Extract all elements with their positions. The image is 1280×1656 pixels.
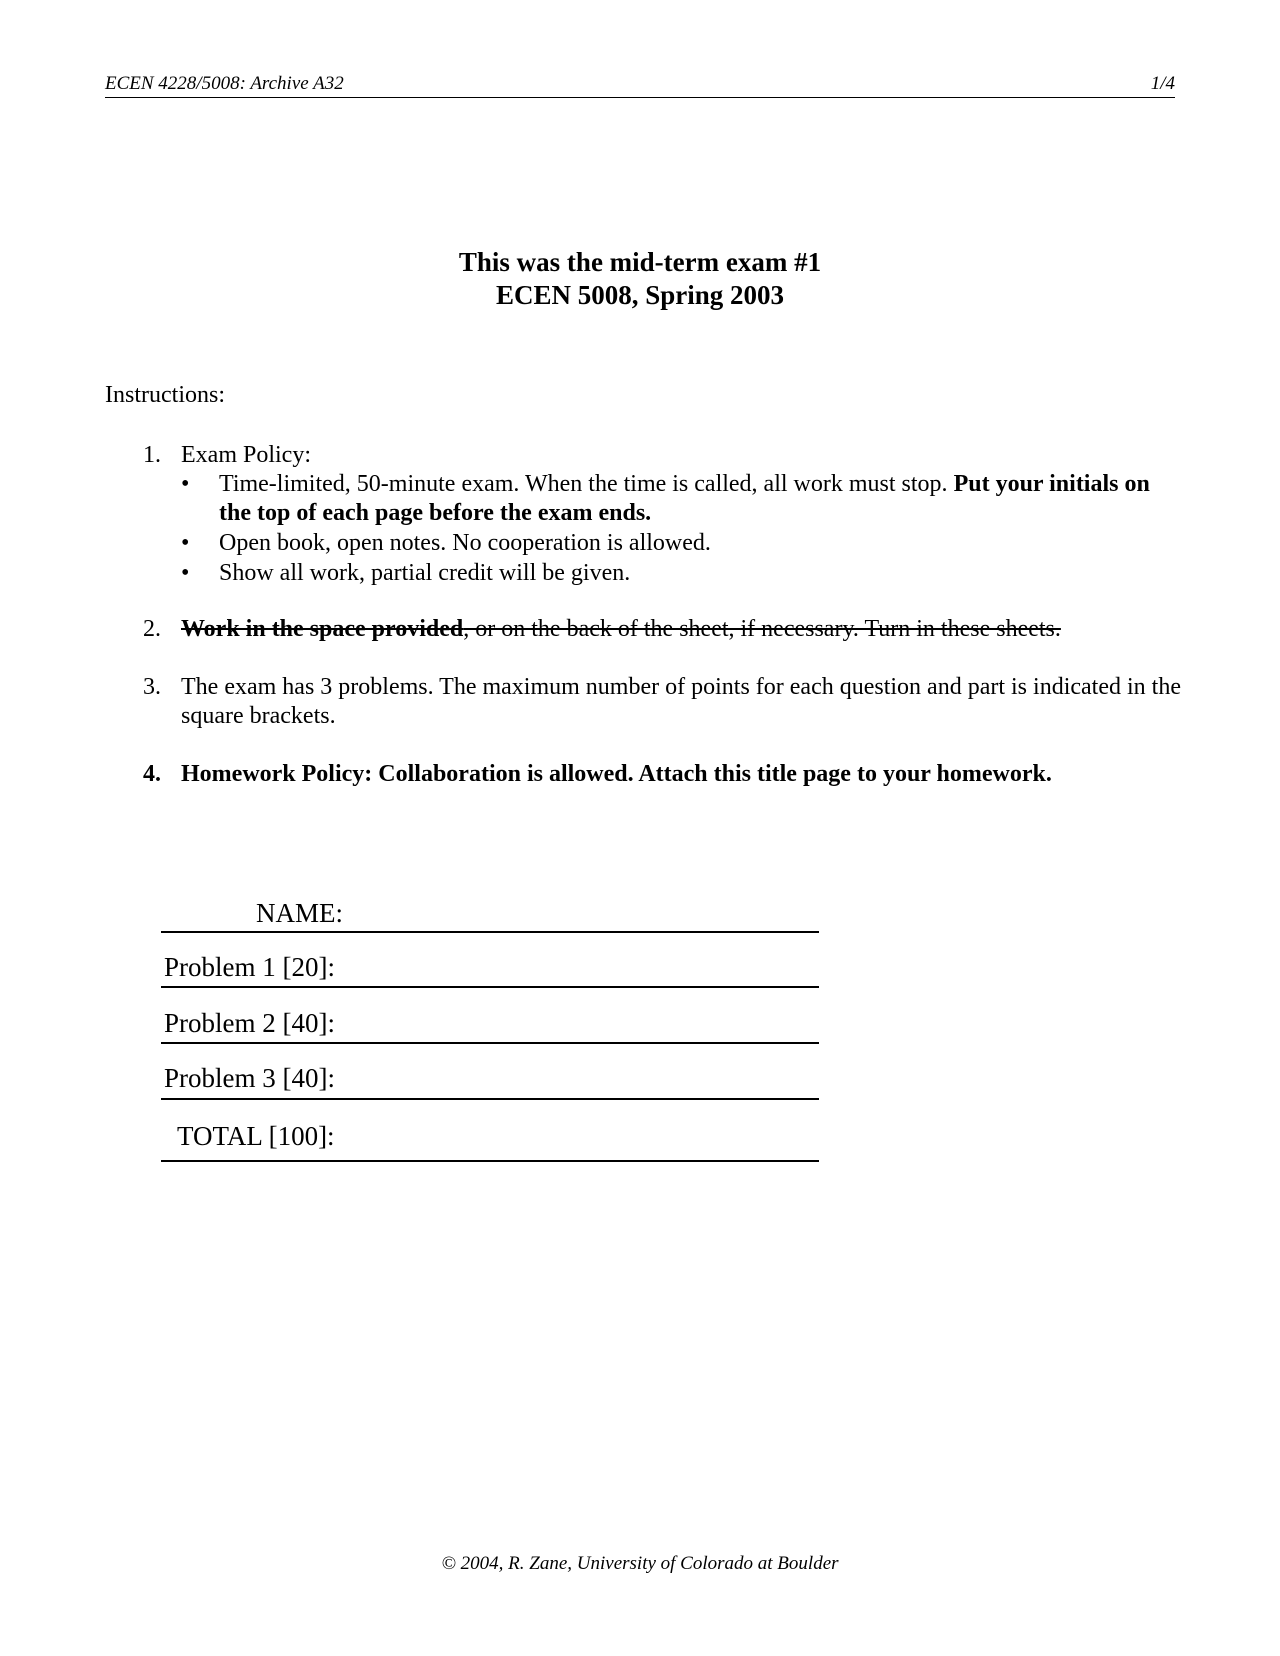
name-label: NAME: [256, 898, 343, 928]
instructions-label: Instructions: [105, 382, 225, 408]
problem-2-row[interactable] [161, 1000, 819, 1044]
item-text: Homework Policy: Collaboration is allowed. Attach this title page to your homework. [181, 761, 1052, 787]
page-title [0, 246, 1280, 312]
item-number: 2. [143, 616, 161, 642]
bullet-emphasis: Put your initials on the top of each page before the exam ends. [219, 471, 1150, 526]
bullet-text: Open book, open notes. No cooperation is allowed. [219, 530, 711, 556]
course-archive-label: ECEN 4228/5008: Archive A32 [105, 73, 344, 94]
item-text: Work in the space provided, or on the back of the sheet, if necessary. Turn in these sheets. [181, 616, 1061, 642]
title-line-2: ECEN 5008, Spring 2003 [495, 280, 785, 310]
problem-3-row[interactable] [161, 1055, 819, 1100]
item-text: The exam has 3 problems. The maximum number of points for each question and part is indicated in the square brackets. [181, 674, 1181, 729]
bullet-icon: • [181, 471, 190, 497]
bullet-text: Show all work, partial credit will be given. [219, 560, 631, 586]
problem-1-row[interactable] [161, 944, 819, 988]
item-emphasis: Work in the space provided [181, 616, 464, 642]
bullet-text: Time-limited, 50-minute exam. When the time is called, all work must stop. Put your initials on the top of each page before the exam ends. [219, 471, 1150, 526]
title-line-1: This was the mid-term exam #1 [458, 247, 822, 277]
bullet-icon: • [181, 560, 190, 586]
problem-3-label: Problem 3 [40]: [164, 1063, 335, 1093]
item-text: Exam Policy: [181, 442, 311, 468]
item-number: 3. [143, 674, 161, 700]
name-row[interactable] [161, 895, 819, 933]
page-header [105, 73, 1175, 98]
copyright-footer: © 2004, R. Zane, University of Colorado at Boulder [441, 1553, 839, 1574]
bullet-icon: • [181, 530, 190, 556]
page-number: 1/4 [1150, 73, 1175, 94]
total-row[interactable] [161, 1112, 819, 1162]
total-label: TOTAL [100]: [177, 1121, 335, 1151]
item-number: 1. [143, 442, 161, 468]
problem-1-label: Problem 1 [20]: [164, 952, 335, 982]
problem-2-label: Problem 2 [40]: [164, 1008, 335, 1038]
item-number: 4. [143, 761, 161, 787]
